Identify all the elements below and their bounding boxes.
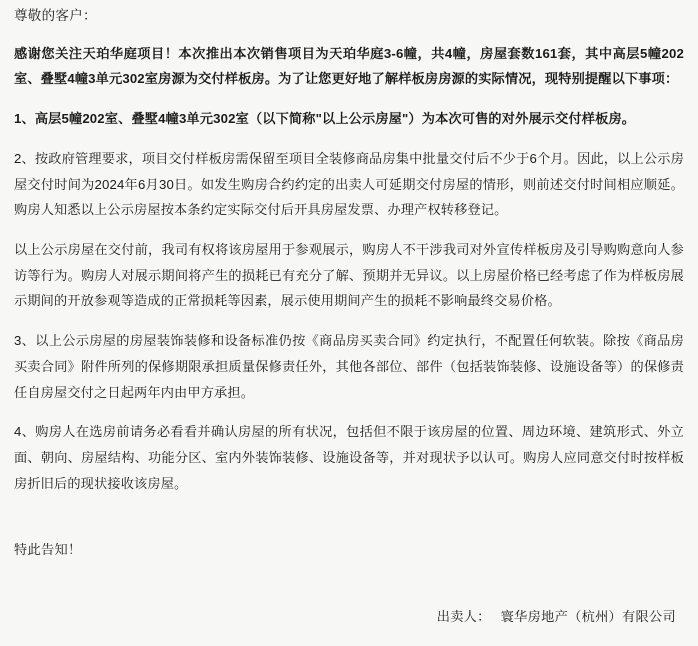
signature-label: 出卖人： bbox=[436, 608, 491, 624]
paragraph-item-2b: 以上公示房屋在交付前，我司有权将该房屋用于参观展示，购房人不干涉我司对外宣传样板房及引导购购意向人参访等行为。购房人对展示期间将产生的损耗已有充分了解、预期并无异议。以上房屋价格已经考虑了作为样板房展示期间的开放参观等造成的正常损耗等因素，展示使用期间产生的损耗不影响最终交易价格。 bbox=[14, 242, 684, 309]
paragraph-item-4: 4、购房人在选房前请务必看看并确认房屋的所有状况，包括但不限于该房屋的位置、周边环境、建筑形式、外立面、朝向、房屋结构、功能分区、室内外装饰装修、设施设备等，并对现状予以认可。购房人应同意交付时按样板房折旧后的现状接收该房屋。 bbox=[14, 424, 684, 491]
signature-block bbox=[14, 604, 684, 629]
closing-line: 特此告知！ bbox=[14, 541, 82, 557]
signature-company: 寰华房地产（杭州）有限公司 bbox=[500, 608, 676, 624]
paragraph-intro: 感谢您关注天珀华庭项目！本次推出本次销售项目为天珀华庭3-6幢，共4幢，房屋套数161套，其中高层5幢202室、叠墅4幢3单元302室房源为交付样板房。为了让您更好地了解样板房房源的实际情况，现特别提醒以下事项： bbox=[14, 45, 684, 87]
salutation: 尊敬的客户： bbox=[14, 8, 97, 23]
paragraph-item-2: 2、按政府管理要求，项目交付样板房需保留至项目全装修商品房集中批量交付后不少于6个月。因此，以上公示房屋交付时间为2024年6月30日。如发生购房合约约定的出卖人可延期交付房屋的情形，则前述交付时间相应顺延。购房人知悉以上公示房屋按本条约定实际交付后开具房屋发票、办理产权转移登记。 bbox=[14, 150, 684, 218]
paragraph-item-1: 1、高层5幢202室、叠墅4幢3单元302室（以下简称"以上公示房屋"）为本次可售的对外展示交付样板房。 bbox=[14, 111, 636, 127]
paragraph-item-3: 3、以上公示房屋的房屋装饰装修和设备标准仍按《商品房买卖合同》约定执行，不配置任何软装。除按《商品房买卖合同》附件所列的保修期限承担质量保修责任外，其他各部位、部件（包括装饰装修、设施设备等）的保修责任自房屋交付之日起两年内由甲方承担。 bbox=[14, 333, 684, 400]
